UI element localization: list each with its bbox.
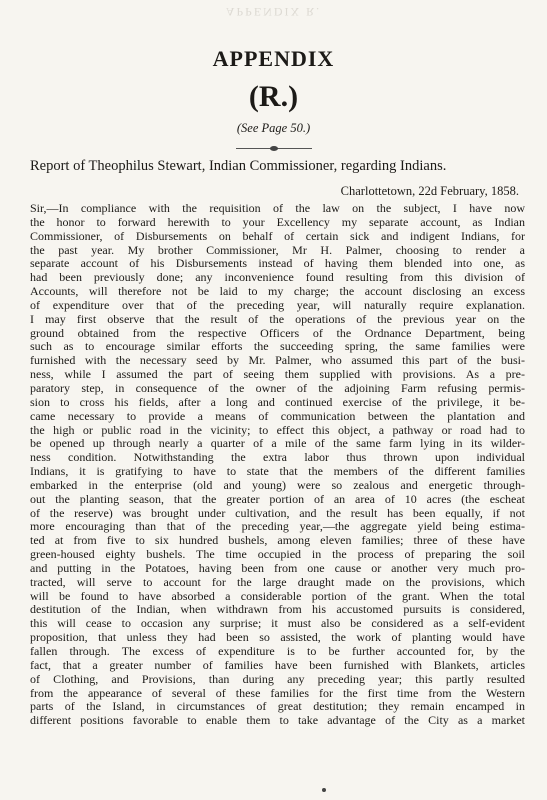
report-heading: Report of Theophilus Stewart, Indian Commissioner, regarding Indians. [30,158,447,174]
body-line: ground obtained from the respective Officers of the Ordnance Department, being [30,325,525,340]
body-line: of expenditure over that of the preceding year, will naturally require explanation. [30,297,525,312]
body-line: green-housed eighty bushels. The time occupied in the process of preparing the soil [30,547,525,562]
body-line: Sir,—In compliance with the requisition of the law on the subject, I have now [30,201,525,215]
body-line: such as to encourage similar efforts the succeeding spring, the same families were [30,339,525,354]
body-line: parts of the Island, in circumstances of great destitution; they remain encamped in [30,699,525,714]
body-line: Indians, it is gratifying to have to state that the members of the different families [30,464,525,479]
appendix-letter: (R.) [248,80,299,113]
body-line: proposition, that unless they had been so assisted, the work of planting would have [30,630,525,645]
body-line: embarked in the enterprise (old and young) were so zealous and energetic through- [30,477,525,492]
page-title: APPENDIX [212,46,335,71]
body-line: sion to cross his fields, after a long and continued exercise of the privilege, it be- [30,394,525,409]
body-line: ted at from five to six hundred bushels, among eleven families; three of these have [30,533,525,548]
body-line: out the planting season, that the greater portion of an area of 10 acres (the escheat [30,491,525,506]
body-line: the honor to forward herewith to your Excellency my separate account, as Indian [30,214,525,229]
body-line: be opened up through nearly a quarter of a mile of the same farm lying in its wilder- [30,436,525,451]
body-line: more encouraging than that of the preceding year,—the aggregate yield being estima- [30,519,525,534]
body-line: paratory step, in consequence of the owner of the adjoining Farm refusing permis- [30,380,525,395]
body-line: Accounts, will therefore not be laid to my charge; the account disclosing an excess [30,284,525,299]
body-line: different positions favorable to enable them to take advantage of the City as a market [30,713,525,728]
body-line: fact, that a greater number of families have been furnished with Blankets, articles [30,657,525,672]
body-line: will be found to have absorbed a considerable portion of the grant. When the total [30,588,525,603]
page-reference: (See Page 50.) [236,121,311,135]
body-line: the high or public road in the vicinity; to effect this object, a pathway or road had to [30,422,525,437]
body-line: of Clothing, and Provisions, than during any preceding year; this partly resulted [30,671,525,686]
body-line: of the reserve) was brought under cultivation, and the result has been equally, if not [30,505,525,520]
body-line: and putting in the Potatoes, having been from one cause or another very much pro- [30,560,525,575]
body-line: fallen through. The excess of expenditure is to be further accounted for, by the [30,644,525,658]
body-line: destitution of the Indian, when withdrawn from his accustomed pursuits is considered, [30,602,525,617]
body-line: came necessary to provide a means of communication between the plantation and [30,408,525,423]
body-line: furnished with the necessary seed by Mr. Palmer, who assumed this part of the busi- [30,353,525,368]
body-line: had been previously done; any inconvenience found resulting from this division of [30,270,525,285]
body-line: Commissioner, of Disbursements on behalf of certain sick and indigent Indians, for [30,228,525,243]
body-line: the past year. My brother Commissioner, Mr H. Palmer, choosing to render a [30,242,525,257]
body-line: ness, while I assumed the part of seeing them supplied with provisions. As a pre- [30,367,525,382]
bleed-through-text: APPENDIX R. [225,5,322,19]
dateline: Charlottetown, 22d February, 1858. [340,184,519,198]
page-mark [322,788,326,792]
ornamental-rule [236,148,312,149]
body-line: separate account of his Disbursements instead of having them blended into one, as [30,256,525,271]
body-line: tracted, will serve to account for the large draught made on the provisions, which [30,574,525,589]
body-line: I may first observe that the result of the operations of the previous year on the [30,311,525,326]
body-line: this will cease to occasion any surprise; it must also be considered as a self-evident [30,616,525,631]
body-line: from the appearance of several of these families for the first time from the Western [30,685,525,700]
report-body [30,202,525,728]
body-line: ness condition. Notwithstanding the extra labor thus thrown upon individual [30,450,525,465]
